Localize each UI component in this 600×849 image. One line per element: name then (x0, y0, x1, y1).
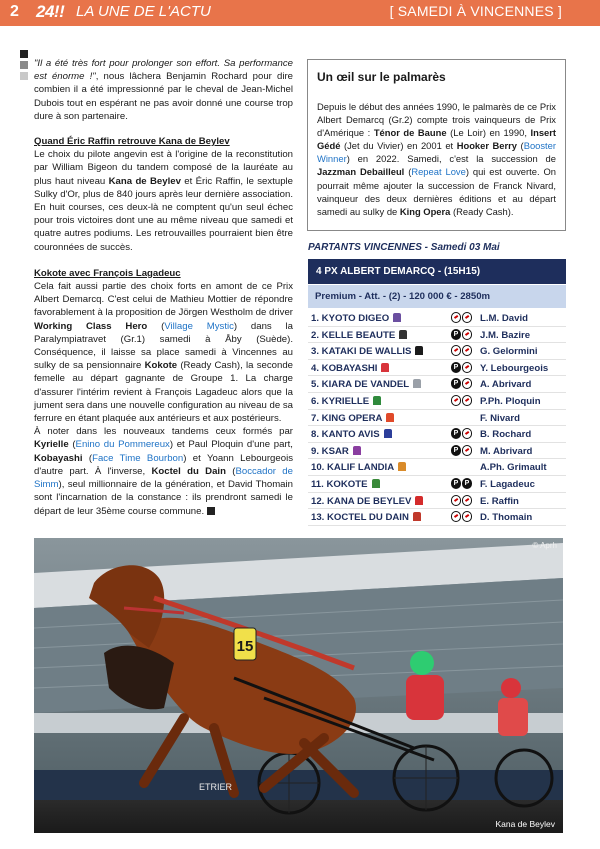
square-icon (20, 61, 28, 69)
runner-name: 13. KOCTEL DU DAIN (311, 512, 421, 523)
silk-icon (381, 363, 389, 372)
silk-icon (373, 396, 381, 405)
runner-name: 12. KANA DE BEYLEV (311, 496, 423, 507)
runner-name: 2. KELLE BEAUTE (311, 330, 407, 341)
intro-paragraph: "Il a été très fort pour prolonger son effort. Sa performance est énorme !", nous lâchera Benjamin Rochard pour dire combien il a été impressionné par le cheval de Jean-Michel Dubois tout en espérant ne pas avoir donné une course trop dure à son partenaire. (34, 58, 293, 122)
palmares-text: Depuis le début des années 1990, le palmarès de ce Prix Albert Demarcq (Gr.2) compte trois vainqueurs de Prix d'Amérique : Ténor de Baune (Le Loir) en 1990, Insert Gédé (Jet du Vivier) en 2001 et Hooker Berry (Booster Winner) en 2022. Samedi, c'est la succession de Jazzman Debailleul (Repeat Love) qui est ouverte. On pourrait même ajouter la succession de Franck Nivard, vainqueur des deux dernières éditions et au départ samedi au sulky de King Opera (Ready Cash). (317, 101, 557, 217)
runner-row (308, 393, 566, 410)
link-boccador[interactable]: Boccador de Simm (34, 465, 293, 491)
silk-icon (384, 429, 392, 438)
runner-row (308, 443, 566, 460)
plate-shoe-icon: P (451, 478, 461, 489)
runner-driver: P.Ph. Ploquin (480, 395, 541, 407)
palmares-box (307, 59, 566, 231)
page-header (0, 0, 600, 26)
paragraph-kokote: Cela fait aussi partie des choix forts en amont de ce Prix Albert Demarcq. C'est celui de Mathieu Mottier de répondre favorablement à la proposition de Jörgen Westholm de driver Working Class Hero (Village Mystic) dans la Paralympiatravet (Gr.1) samedi à Åby (Suède). Conséquence, il laisse sa place samedi à Vincennes au sulky de sa pensionnaire Kokote (Ready Cash), la seconde femelle au départ gagnante de Groupe 1. La charge d'assurer l'intérim revient à François Lagadeuc alors que la jument sera dans une nouvelle configuration au niveau de sa ferrure en étant plaquée aux antérieurs et aux postérieurs. (34, 281, 293, 425)
runner-row (308, 493, 566, 510)
square-icon (20, 50, 28, 58)
shoeing-icons (451, 428, 473, 439)
unshod-icon (462, 445, 472, 456)
unshod-icon (462, 378, 472, 389)
runner-driver: J.M. Bazire (480, 329, 531, 341)
unshod-icon (462, 362, 472, 373)
shoeing-icons (451, 378, 473, 389)
intro-quote: "Il a été très fort pour prolonger son effort. Sa performance est énorme !" (34, 58, 293, 83)
unshod-icon (451, 312, 461, 323)
silk-icon (413, 379, 421, 388)
header-divider (0, 26, 600, 29)
link-booster-winner[interactable]: Booster Winner (317, 140, 556, 165)
runner-driver: G. Gelormini (480, 346, 538, 358)
unshod-icon (451, 395, 461, 406)
runner-row (308, 476, 566, 493)
unshod-icon (451, 511, 461, 522)
end-square-icon (207, 507, 215, 515)
silk-icon (393, 313, 401, 322)
runner-driver: E. Raffin (480, 495, 519, 507)
race-photo-illustration (34, 538, 563, 833)
shoeing-icons (451, 478, 473, 489)
plate-shoe-icon: P (451, 378, 461, 389)
plate-shoe-icon: P (451, 445, 461, 456)
race-title-bar: 4 PX ALBERT DEMARCQ - (15H15) (308, 259, 566, 284)
page-number: 2 (10, 3, 19, 20)
unshod-icon (462, 345, 472, 356)
shoeing-icons (451, 362, 473, 373)
unshod-icon (451, 345, 461, 356)
runner-name: 1. KYOTO DIGEO (311, 313, 401, 324)
runners-list (308, 310, 566, 526)
shoeing-icons (451, 329, 473, 340)
runner-driver: B. Rochard (480, 429, 532, 441)
plate-shoe-icon: P (451, 428, 461, 439)
silk-icon (415, 496, 423, 505)
runner-name: 5. KIARA DE VANDEL (311, 379, 421, 390)
link-face-time[interactable]: Face Time Bourbon (92, 452, 184, 464)
subheading-raffin: Quand Éric Raffin retrouve Kana de Beylev (34, 136, 230, 148)
unshod-icon (462, 312, 472, 323)
link-repeat-love[interactable]: Repeat Love (411, 166, 466, 178)
silk-icon (413, 512, 421, 521)
day-label: [ SAMEDI À VINCENNES ] (389, 3, 562, 19)
runner-name: 3. KATAKI DE WALLIS (311, 346, 423, 357)
race-conditions: Premium - Att. - (2) - 120 000 € - 2850m (308, 285, 566, 308)
shoeing-icons (451, 345, 473, 356)
runner-driver: A. Abrivard (480, 379, 532, 391)
photo-caption: Kana de Beylev (495, 819, 555, 829)
runner-driver: L.M. David (480, 313, 528, 324)
partants-title: PARTANTS VINCENNES - Samedi 03 Mai (308, 242, 500, 253)
unshod-icon (462, 329, 472, 340)
runner-name: 11. KOKOTE (311, 479, 380, 490)
runner-row (308, 509, 566, 526)
runner-driver: D. Thomain (480, 512, 533, 524)
paragraph-raffin: Le choix du pilote angevin est à l'origine de la reconstitution par William Bigeon du tandem composé de la lauréate au plus haut niveau Kana de Beylev et Éric Raffin, le sextuple Sulky d'Or, plus de 840 jours après leur dernière association. En huit courses, ces deux-là ne comptent qu'un seul échec pour trois victoires dont une au même niveau que samedi et quatre autres podiums. Les retrouvailles pourraient bien être couronnées de succès. (34, 149, 293, 253)
runner-row (308, 426, 566, 443)
paragraph-tandems: À noter dans les nouveaux tandems ceux formés par Kyrielle (Enino du Pommereux) et Paul Ploquin d'une part, Kobayashi (Face Time Bourbon) et Yoann Lebourgeois d'autre part. À l'inverse, Koctel du Dain (Boccador de Simm), seul millionnaire de la génération, et David Thomain sont l'incarnation de la constance : ils prendront samedi le départ de leur 35ème course commune. (34, 426, 293, 517)
runner-row (308, 327, 566, 344)
runner-name: 7. KING OPERA (311, 413, 394, 424)
race-photo (34, 538, 563, 833)
plate-shoe-icon: P (462, 478, 472, 489)
unshod-icon (451, 495, 461, 506)
silk-icon (398, 462, 406, 471)
banner-text: ETRIER (199, 782, 233, 792)
runner-row (308, 410, 566, 427)
runner-driver: M. Abrivard (480, 445, 533, 457)
runner-name: 4. KOBAYASHI (311, 363, 389, 374)
saddle-number: 15 (236, 638, 254, 655)
subheading-kokote: Kokote avec François Lagadeuc (34, 267, 181, 279)
shoeing-icons (451, 511, 473, 522)
shoeing-icons (451, 312, 473, 323)
runner-name: 9. KSAR (311, 446, 361, 457)
silk-icon (353, 446, 361, 455)
photo-credit: © Aprh (532, 541, 557, 550)
palmares-title: Un œil sur le palmarès (317, 70, 446, 84)
article-body (34, 57, 293, 518)
unshod-icon (462, 511, 472, 522)
silk-icon (386, 413, 394, 422)
runner-row (308, 343, 566, 360)
runner-row (308, 376, 566, 393)
unshod-icon (462, 428, 472, 439)
unshod-icon (462, 495, 472, 506)
silk-icon (399, 330, 407, 339)
runner-name: 10. KALIF LANDIA (311, 462, 406, 473)
silk-icon (372, 479, 380, 488)
link-village-mystic[interactable]: Village Mystic (164, 320, 234, 332)
runner-driver: F. Nivard (480, 412, 520, 424)
shoeing-icons (451, 395, 473, 406)
runner-driver: F. Lagadeuc (480, 478, 535, 490)
shoeing-icons (451, 445, 473, 456)
link-enino[interactable]: Enino du Pommereux (75, 439, 170, 451)
runner-driver: A.Ph. Grimault (480, 462, 547, 474)
section-title: LA UNE DE L'ACTU (76, 3, 211, 20)
plate-shoe-icon: P (451, 362, 461, 373)
runner-row (308, 360, 566, 377)
silk-icon (415, 346, 423, 355)
unshod-icon (462, 395, 472, 406)
runner-row (308, 459, 566, 476)
square-icon (20, 72, 28, 80)
brand-logo: 24!! (36, 2, 65, 21)
runner-row (308, 310, 566, 327)
shoeing-icons (451, 495, 473, 506)
runner-driver: Y. Lebourgeois (480, 362, 549, 374)
plate-shoe-icon: P (451, 329, 461, 340)
runner-name: 6. KYRIELLE (311, 396, 381, 407)
runner-name: 8. KANTO AVIS (311, 429, 392, 440)
